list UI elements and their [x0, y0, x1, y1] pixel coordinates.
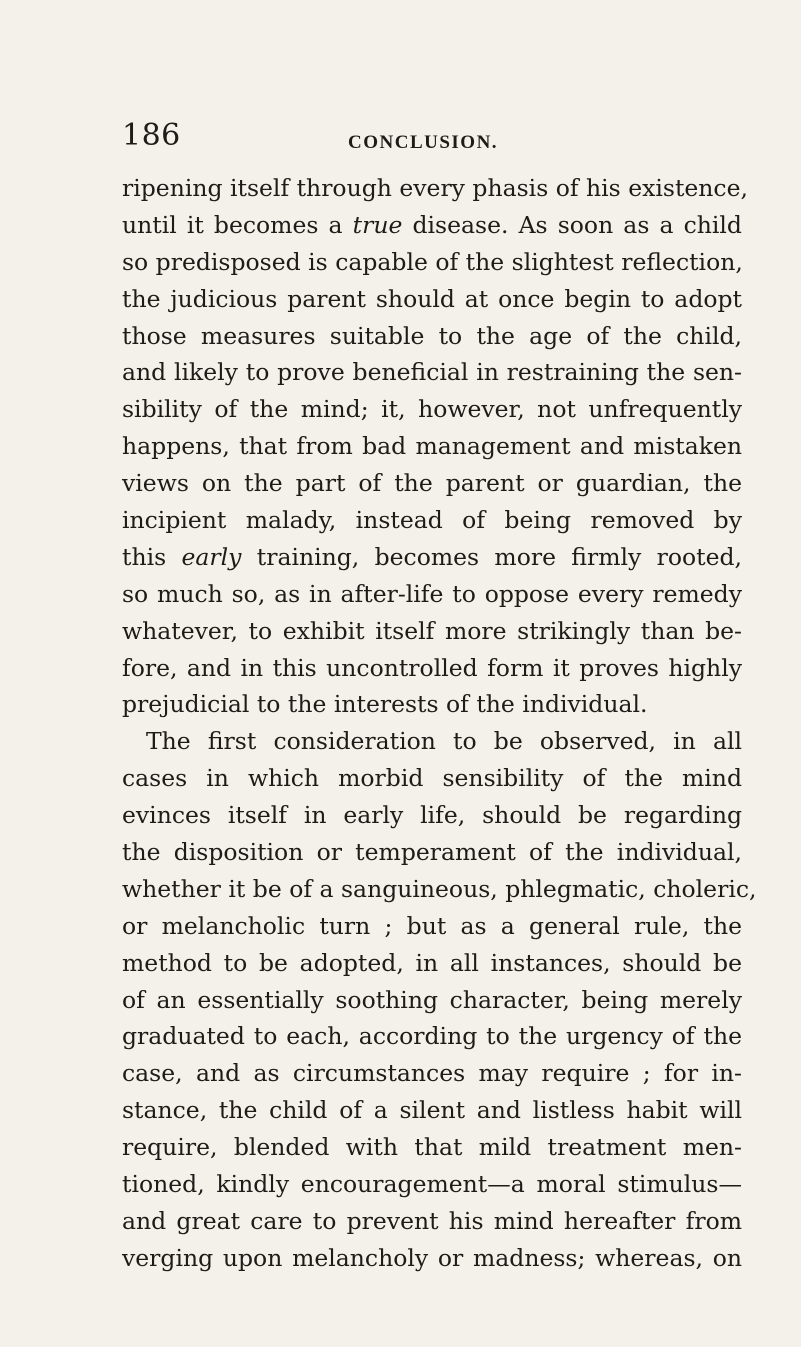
page-number: 186 — [122, 118, 181, 153]
text-line: so much so, as in after-life to oppose every remedy — [122, 579, 742, 608]
text-line: incipient malady, instead of being removed by — [122, 506, 742, 535]
text-line: of an essentially soothing character, being merely — [122, 985, 742, 1014]
text-line: whether it be of a sanguineous, phlegmatic, choleric, — [122, 874, 757, 903]
text-line: this early training, becomes more firmly rooted, — [122, 542, 742, 571]
text-line: the judicious parent should at once begin to adopt — [122, 284, 742, 313]
text-line: fore, and in this uncontrolled form it proves highly — [122, 653, 742, 682]
text-line: verging upon melancholy or madness; whereas, on — [122, 1243, 742, 1272]
text-line: The first consideration to be observed, in all — [146, 727, 742, 756]
text-line: sibility of the mind; it, however, not unfrequently — [122, 395, 742, 424]
italic-word: true — [352, 210, 403, 239]
text-line: happens, that from bad management and mistaken — [122, 432, 742, 461]
text-line: ripening itself through every phasis of his existence, — [122, 174, 748, 202]
text-line: until it becomes a true disease. As soon as a child — [122, 210, 742, 239]
text-line: those measures suitable to the age of the child, — [122, 321, 742, 350]
text-line: cases in which morbid sensibility of the mind — [122, 764, 742, 793]
text-line: evinces itself in early life, should be regarding — [122, 801, 742, 830]
italic-word: early — [181, 542, 242, 571]
text-line: prejudicial to the interests of the individual. — [122, 690, 648, 719]
body-text — [122, 170, 757, 1277]
text-line: and likely to prove beneficial in restraining the sen- — [122, 358, 742, 387]
text-line: case, and as circumstances may require ; for in- — [122, 1059, 742, 1088]
text-line: and great care to prevent his mind hereafter from — [122, 1206, 742, 1235]
text-line: or melancholic turn ; but as a general rule, the — [122, 911, 742, 940]
running-head: CONCLUSION. — [348, 132, 499, 153]
text-line: tioned, kindly encouragement—a moral stimulus— — [122, 1170, 742, 1199]
text-line: views on the part of the parent or guardian, the — [122, 469, 742, 498]
text-line: the disposition or temperament of the individual, — [122, 838, 742, 867]
text-line: graduated to each, according to the urgency of the — [122, 1022, 742, 1051]
text-line: so predisposed is capable of the slightest reflection, — [122, 247, 743, 276]
text-line: require, blended with that mild treatment men- — [122, 1133, 742, 1162]
text-line: stance, the child of a silent and listless habit will — [122, 1096, 742, 1125]
text-line: method to be adopted, in all instances, should be — [122, 948, 742, 977]
text-line: whatever, to exhibit itself more strikingly than be- — [122, 616, 742, 645]
page-header — [122, 118, 732, 168]
